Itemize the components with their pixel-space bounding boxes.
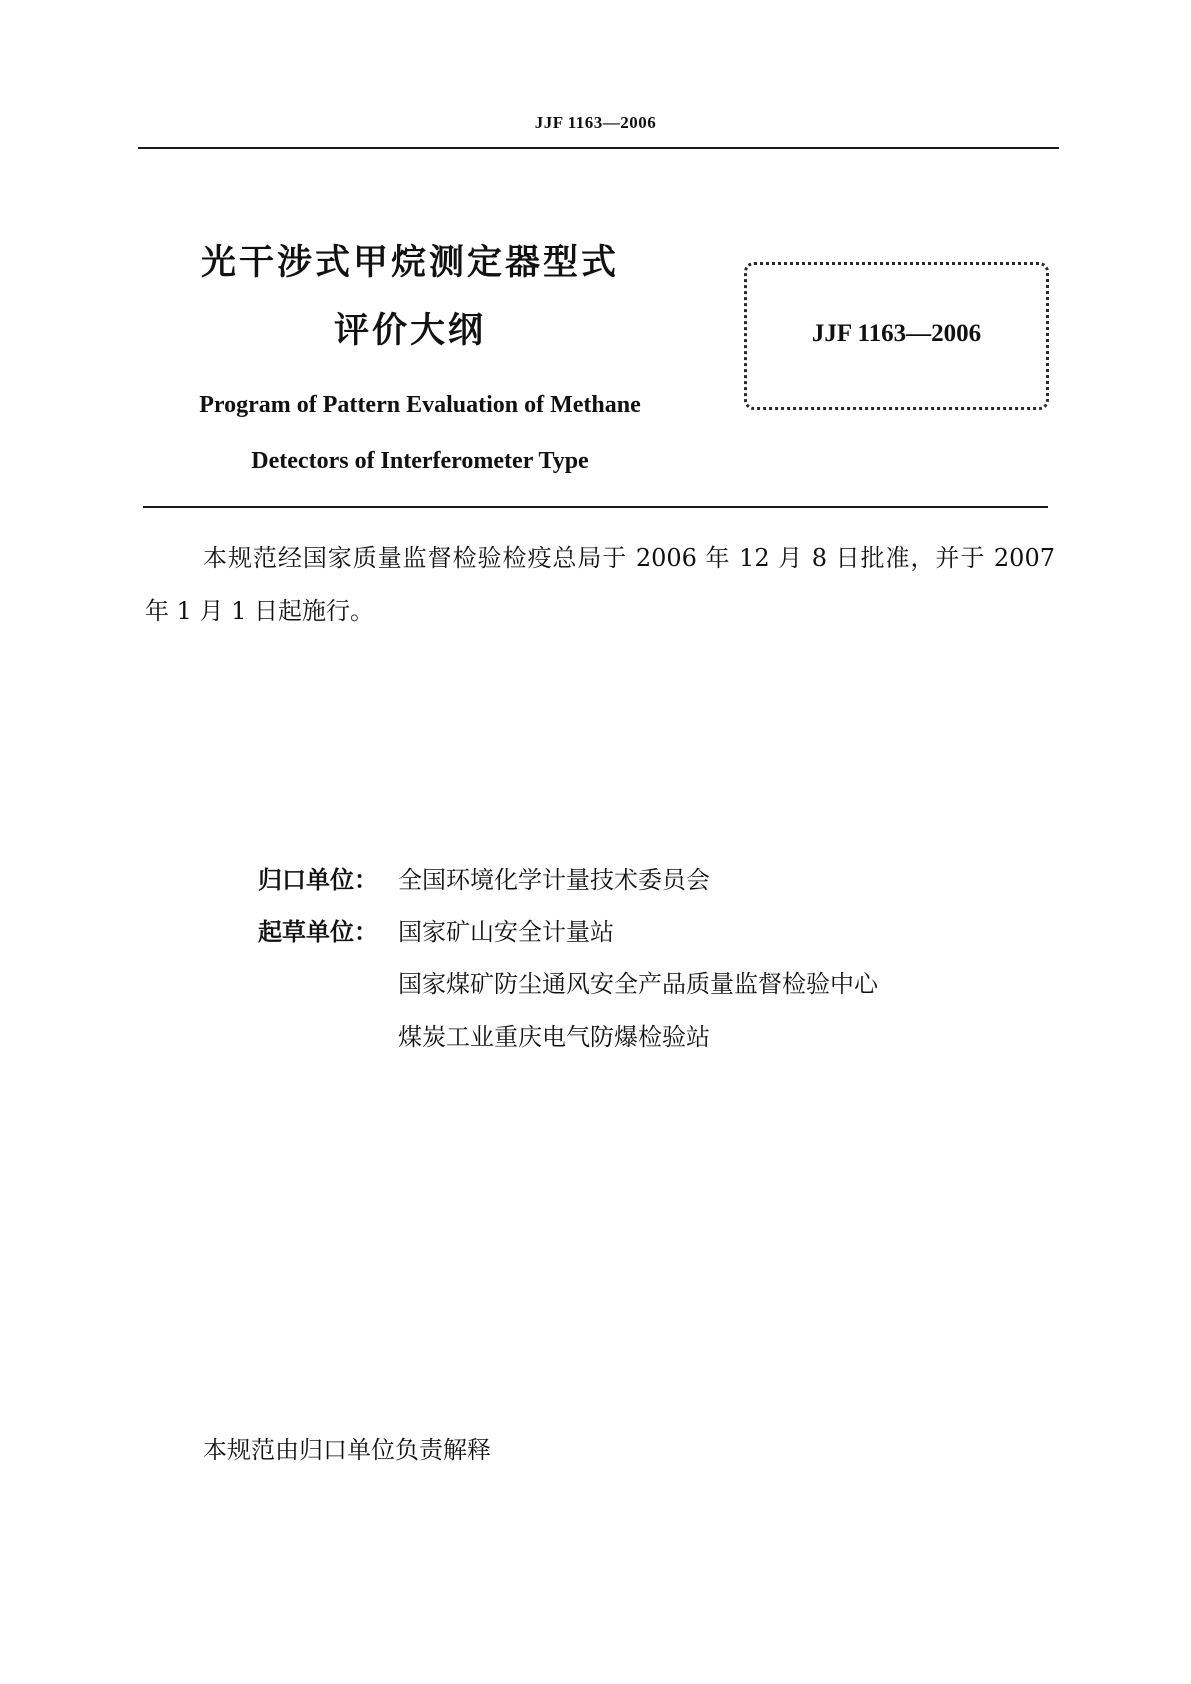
responsible-unit-label: 归口单位： <box>258 866 378 894</box>
running-header-code: JJF 1163—2006 <box>534 113 657 132</box>
responsible-unit-value: 全国环境化学计量技术委员会 <box>398 866 710 894</box>
drafting-unit-value: 国家矿山安全计量站 <box>398 918 614 946</box>
header-rule <box>138 147 1059 149</box>
english-title-line-2: Detectors of Interferometer Type <box>251 448 589 474</box>
interpretation-note: 本规范由归口单位负责解释 <box>203 1436 491 1464</box>
chinese-title-line-1: 光干涉式甲烷测定器型式 <box>200 243 619 283</box>
drafting-unit-value: 国家煤矿防尘通风安全产品质量监督检验中心 <box>398 970 878 998</box>
drafting-unit-row <box>258 920 614 944</box>
responsible-unit-row <box>258 868 710 892</box>
standard-code: JJF 1163—2006 <box>811 320 982 347</box>
drafting-unit-label: 起草单位： <box>258 918 378 946</box>
standard-code-box <box>744 262 1049 410</box>
chinese-title-line-2: 评价大纲 <box>333 311 486 351</box>
approval-statement: 本规范经国家质量监督检验检疫总局于 2006 年 12 月 8 日批准，并于 2007 年 1 月 1 日起施行。 <box>145 544 1055 625</box>
drafting-unit-row <box>258 972 878 996</box>
drafting-unit-row <box>258 1025 710 1049</box>
title-divider-rule <box>143 506 1048 508</box>
drafting-unit-value: 煤炭工业重庆电气防爆检验站 <box>398 1023 710 1051</box>
english-title-line-1: Program of Pattern Evaluation of Methane <box>199 392 641 418</box>
